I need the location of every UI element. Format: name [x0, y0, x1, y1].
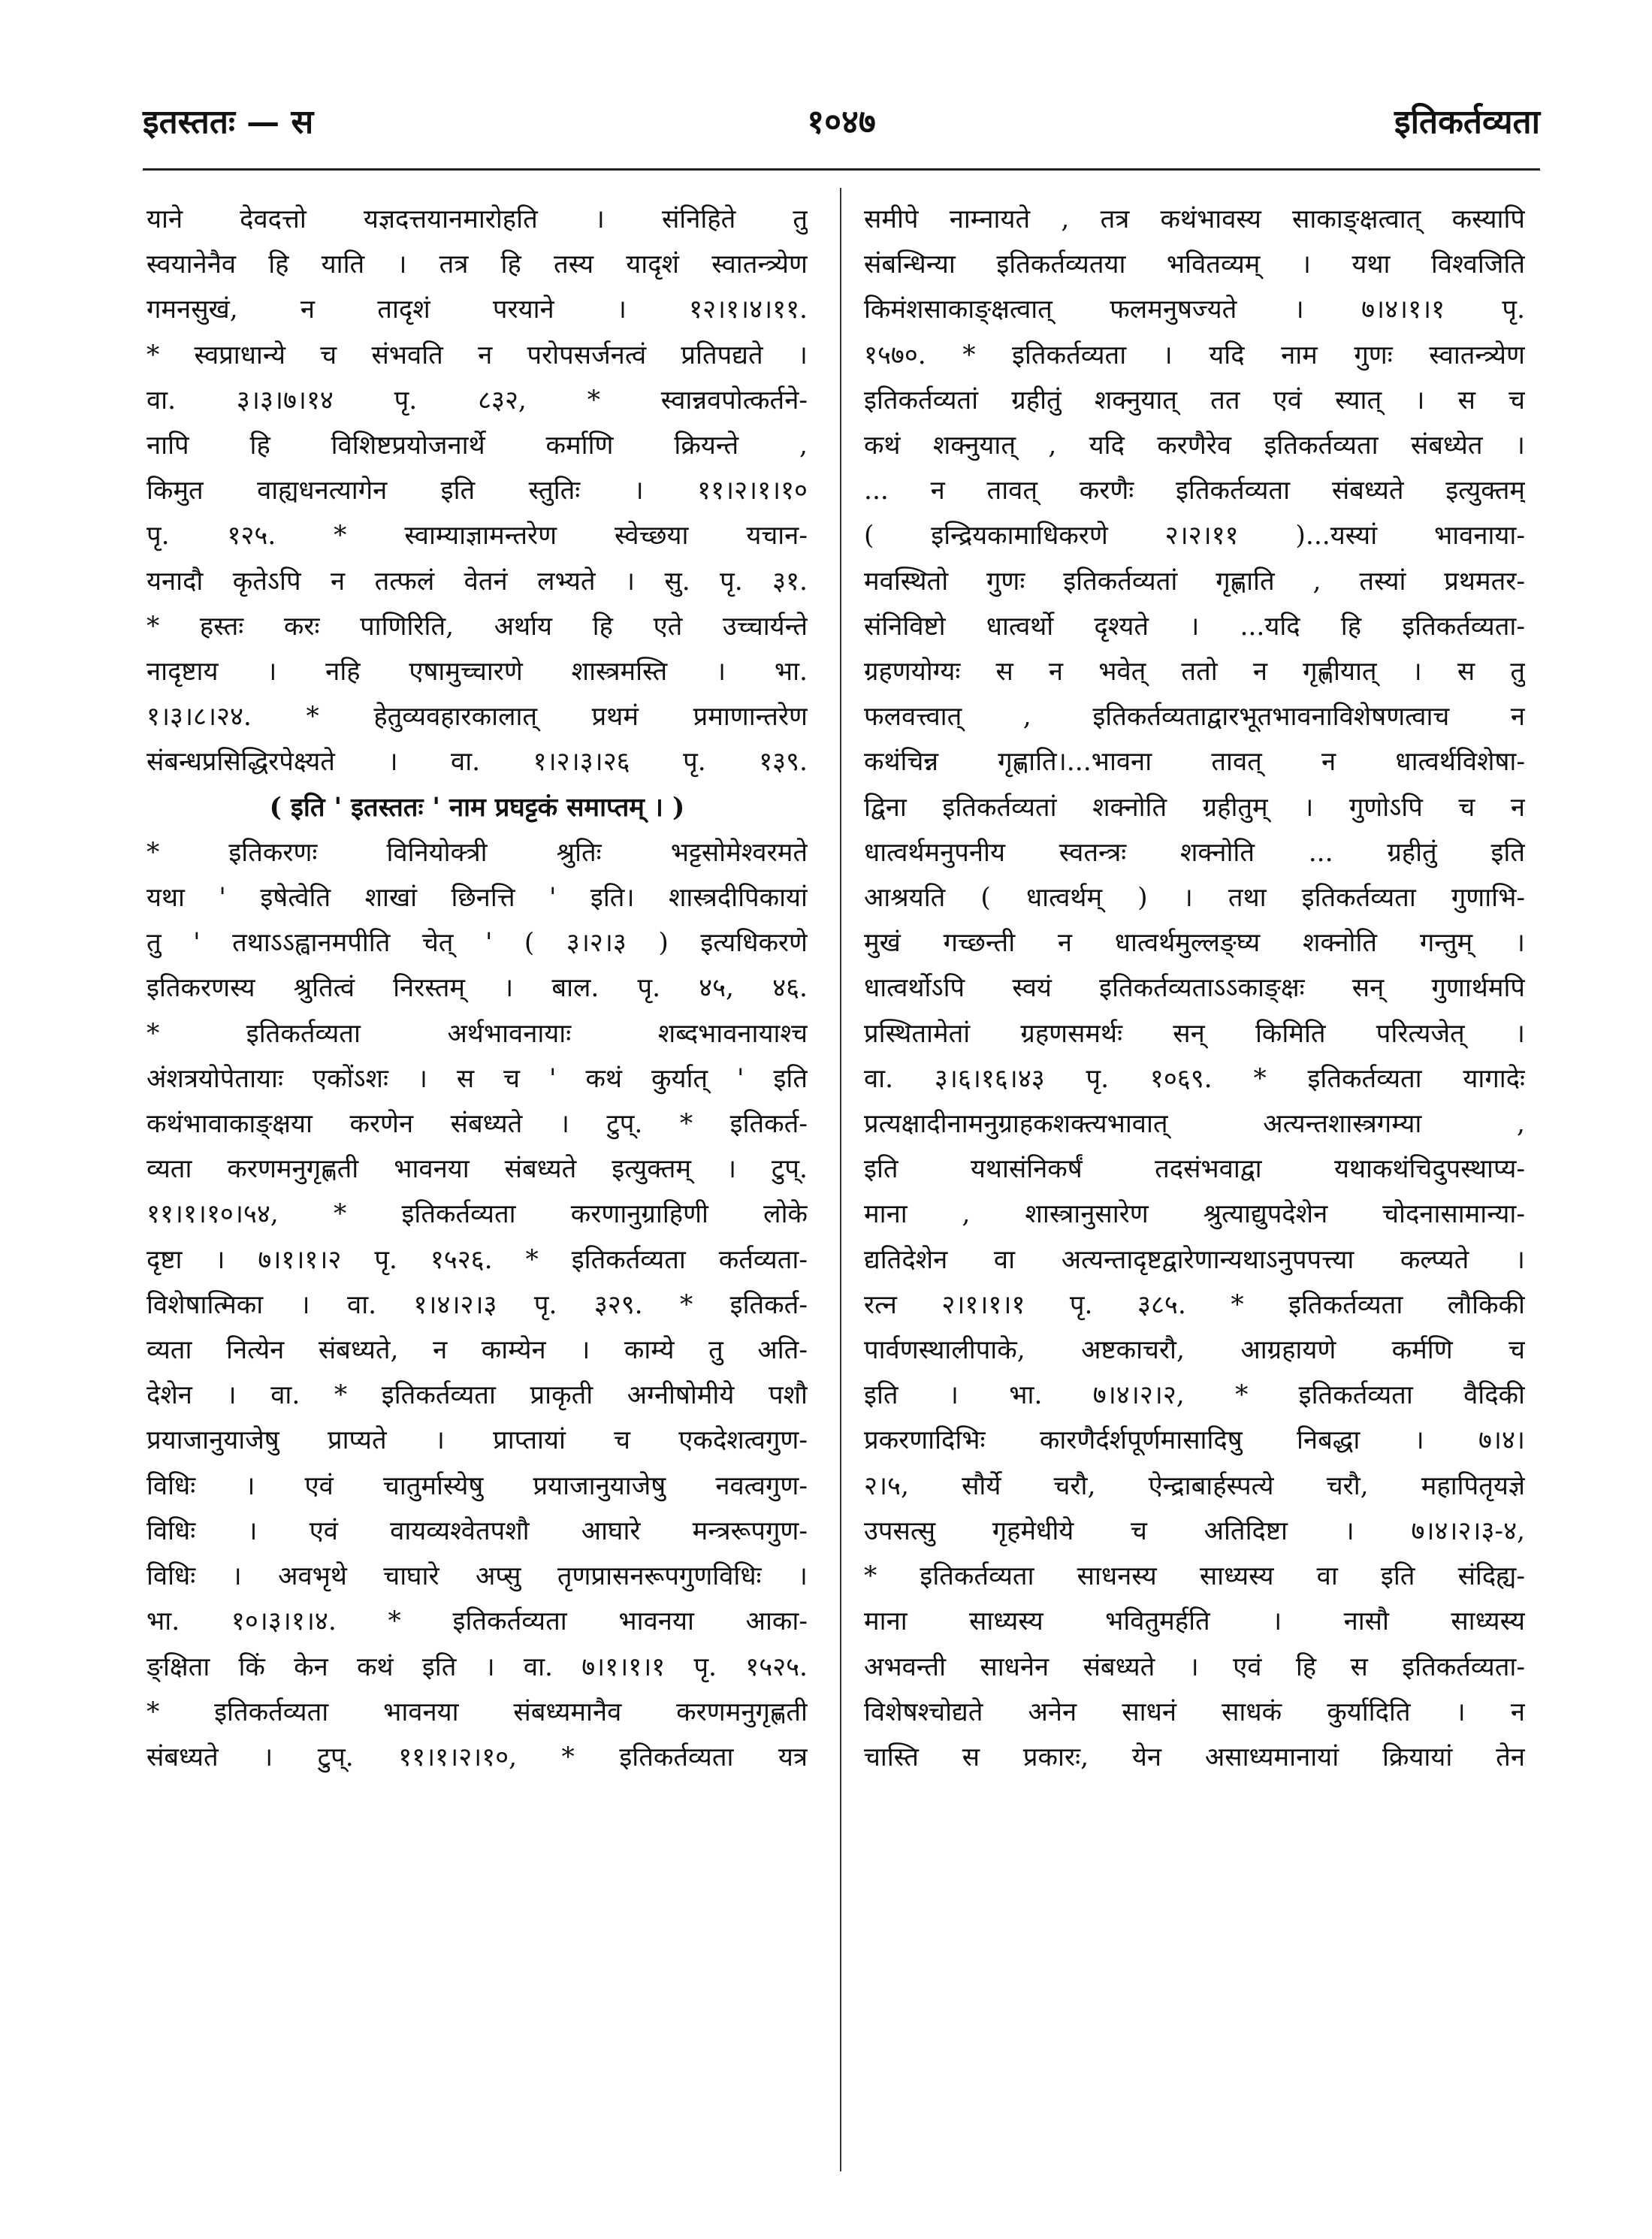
- text-line: * स्वप्राधान्ये च संभवति न परोपसर्जनत्वं प्रतिपद्यते ।: [146, 340, 808, 370]
- text-line: पृ. १२५. * स्वाम्याज्ञामन्तरेण स्वेच्छया यचान-: [146, 521, 808, 551]
- text-line: १५७०. * इतिकर्तव्यता । यदि नाम गुणः स्वातन्त्र्येण: [864, 340, 1525, 370]
- text-line: चास्ति स प्रकारः, येन असाध्यमानायां क्रियायां तेन: [864, 1742, 1525, 1772]
- text-line: भा. १०।३।१।४. * इतिकर्तव्यता भावनया आका-: [146, 1606, 808, 1637]
- text-line: प्रत्यक्षादीनामनुग्राहकशक्त्यभावात् अत्यन्तशास्त्रगम्या ,: [864, 1109, 1525, 1140]
- text-line: ११।१।१०।५४, * इतिकर्तव्यता करणानुग्राहिणी लोके: [146, 1199, 808, 1230]
- text-line: समीपे नाम्नायते , तत्र कथंभावस्य साकाङ्क्षत्वात् कस्यापि: [864, 204, 1525, 234]
- text-line: ( इन्द्रियकामाधिकरणे २।२।११ )...यस्यां भावनाया-: [864, 521, 1525, 551]
- text-line: * इतिकर्तव्यता साधनस्य साध्यस्य वा इति संदिह्य-: [864, 1561, 1525, 1592]
- text-line: अभवन्ती साधनेन संबध्यते । एवं हि स इतिकर्तव्यता-: [864, 1651, 1525, 1682]
- text-line: कथंचिन्न गृह्णाति।...भावना तावत् न धात्वर्थविशेषा-: [864, 747, 1525, 778]
- text-line: आश्रयति ( धात्वर्थम् ) । तथा इतिकर्तव्यता गुणाभि-: [864, 883, 1525, 914]
- text-line: किमंशसाकाङ्क्षत्वात् फलमनुषज्यते । ७।४।१।१ पृ.: [864, 295, 1525, 325]
- text-line: मुखं गच्छन्ती न धात्वर्थमुल्लङ्घ्य शक्नोति गन्तुम् ।: [864, 928, 1525, 959]
- text-line: इति । भा. ७।४।२।२, * इतिकर्तव्यता वैदिकी: [864, 1380, 1525, 1411]
- text-line: प्रस्थितामेतां ग्रहणसमर्थः सन् किमिति परित्यजेत् ।: [864, 1018, 1525, 1049]
- text-line: द्विना इतिकर्तव्यतां शक्नोति ग्रहीतुम् । गुणोऽपि च न: [864, 792, 1525, 823]
- text-line: प्रकरणादिभिः कारणैर्दर्शपूर्णमासादिषु निबद्धा । ७।४।: [864, 1425, 1525, 1456]
- text-line: * इतिकर्तव्यता भावनया संबध्यमानैव करणमनुगृह्णती: [146, 1697, 808, 1727]
- text-line: यथा ' इषेत्वेति शाखां छिनत्ति ' इति। शास्त्रदीपिकायां: [146, 883, 808, 914]
- text-line: ग्रहणयोग्यः स न भवेत् ततो न गृह्णीयात् । स तु: [864, 657, 1525, 687]
- text-line: वा. ३।३।७।१४ पृ. ८३२, * स्वान्नवपोत्कर्तने-: [146, 385, 808, 415]
- text-line: उपसत्सु गृहमेधीये च अतिदिष्टा । ७।४।२।३-४,: [864, 1515, 1525, 1546]
- text-line: व्यता नित्येन संबध्यते, न काम्येन । काम्ये तु अति-: [146, 1335, 808, 1366]
- text-line: फलवत्त्वात् , इतिकर्तव्यताद्वारभूतभावनाविशेषणत्वाच न: [864, 702, 1525, 733]
- text-line: मवस्थितो गुणः इतिकर्तव्यतां गृह्णाति , तस्यां प्रथमतर-: [864, 566, 1525, 597]
- left-column: [146, 197, 808, 2165]
- right-column: [864, 197, 1525, 2165]
- running-head-right: इतिकर्तव्यता: [1394, 103, 1540, 141]
- running-head-left: इतस्ततः — स: [143, 103, 314, 141]
- text-line: गमनसुखं, न तादृशं परयाने । १२।१।४।११.: [146, 295, 808, 325]
- text-line: * इतिकर्तव्यता अर्थभावनायाः शब्दभावनायाश्च: [146, 1018, 808, 1049]
- text-line: यनादौ कृतेऽपि न तत्फलं वेतनं लभ्यते । सु. पृ. ३१.: [146, 566, 808, 597]
- text-line: नापि हि विशिष्टप्रयोजनार्थे कर्माणि क्रियन्ते ,: [146, 431, 808, 461]
- text-line: ( इति ' इतस्ततः ' नाम प्रघट्टकं समाप्तम् । ): [269, 792, 685, 823]
- text-line: इतिकरणस्य श्रुतित्वं निरस्तम् । बाल. पृ. ४५, ४६.: [146, 973, 808, 1004]
- text-line: पार्वणस्थालीपाके, अष्टकाचरौ, आग्रहायणे कर्मणि च: [864, 1335, 1525, 1366]
- page-header: [143, 98, 1540, 158]
- text-line: माना , शास्त्रानुसारेण श्रुत्याद्युपदेशेन चोदनासामान्या-: [864, 1199, 1525, 1230]
- text-line: विधिः । एवं चातुर्मास्येषु प्रयाजानुयाजेषु नवत्वगुण-: [146, 1470, 808, 1501]
- text-line: अंशत्रयोपेतायाः एकोंऽशः । स च ' कथं कुर्यात् ' इति: [146, 1063, 808, 1094]
- text-line: विधिः । अवभृथे चाघारे अप्सु तृणप्रासनरूपगुणविधिः ।: [146, 1561, 808, 1592]
- text-line: धात्वर्थोऽपि स्वयं इतिकर्तव्यताऽऽकाङ्क्षः सन् गुणार्थमपि: [864, 973, 1525, 1004]
- text-line: स्वयानेनैव हि याति । तत्र हि तस्य यादृशं स्वातन्त्र्येण: [146, 249, 808, 280]
- text-line: विशेषात्मिका । वा. १।४।२।३ पृ. ३२९. * इतिकर्त-: [146, 1289, 808, 1320]
- page-number: १०४७: [807, 103, 876, 141]
- text-line: वा. ३।६।१६।४३ पृ. १०६९. * इतिकर्तव्यता यागादेः: [864, 1063, 1525, 1094]
- text-line: २।५, सौर्ये चरौ, ऐन्द्राबार्हस्पत्ये चरौ, महापितृयज्ञे: [864, 1470, 1525, 1501]
- text-line: विशेषश्चोद्यते अनेन साधनं साधकं कुर्यादिति । न: [864, 1697, 1525, 1727]
- text-line: रत्न २।१।१।१ पृ. ३८५. * इतिकर्तव्यता लौकिकी: [864, 1289, 1525, 1320]
- text-line: माना साध्यस्य भवितुमर्हति । नासौ साध्यस्य: [864, 1606, 1525, 1637]
- text-line: संबध्यते । टुप्. ११।१।२।१०, * इतिकर्तव्यता यत्र: [146, 1742, 808, 1772]
- text-line: संबन्धप्रसिद्धिरपेक्ष्यते । वा. १।२।३।२६ पृ. १३९.: [146, 747, 808, 778]
- text-line: विधिः । एवं वायव्यश्वेतपशौ आघारे मन्त्ररूपगुण-: [146, 1515, 808, 1546]
- text-line: नादृष्टाय । नहि एषामुच्चारणे शास्त्रमस्ति । भा.: [146, 657, 808, 687]
- text-line: याने देवदत्तो यज्ञदत्तयानमारोहति । संनिहिते तु: [146, 204, 808, 234]
- text-line: संबन्धिन्या इतिकर्तव्यतया भवितव्यम् । यथा विश्वजिति: [864, 249, 1525, 280]
- column-divider: [840, 188, 841, 2171]
- text-line: * हस्तः करः पाणिरिति, अर्थाय हि एते उच्चार्यन्ते: [146, 611, 808, 642]
- text-line: १।३।८।२४. * हेतुव्यवहारकालात् प्रथमं प्रमाणान्तरेण: [146, 702, 808, 733]
- text-line: तु ' तथाऽऽह्वानमपीति चेत् ' ( ३।२।३ ) इत्यधिकरणे: [146, 928, 808, 959]
- text-line: प्रयाजानुयाजेषु प्राप्यते । प्राप्तायां च एकदेशत्वगुण-: [146, 1425, 808, 1456]
- text-line: इतिकर्तव्यतां ग्रहीतुं शक्नुयात् तत एवं स्यात् । स च: [864, 385, 1525, 415]
- header-rule: [143, 168, 1540, 171]
- text-line: ङ्क्षिता किं केन कथं इति । वा. ७।१।१।१ पृ. १५२५.: [146, 1651, 808, 1682]
- text-line: * इतिकरणः विनियोक्त्री श्रुतिः भट्टसोमेश्वरमते: [146, 837, 808, 868]
- text-line: कथं शक्नुयात् , यदि करणैरेव इतिकर्तव्यता संबध्येत ।: [864, 431, 1525, 461]
- text-line: व्यता करणमनुगृह्णती भावनया संबध्यते इत्युक्तम् । टुप्.: [146, 1154, 808, 1185]
- text-line: धात्वर्थमनुपनीय स्वतन्त्रः शक्नोति ... ग्रहीतुं इति: [864, 837, 1525, 868]
- text-line: संनिविष्टो धात्वर्थो दृश्यते । ...यदि हि इतिकर्तव्यता-: [864, 611, 1525, 642]
- text-line: कथंभावाकाङ्क्षया करणेन संबध्यते । टुप्. * इतिकर्त-: [146, 1109, 808, 1140]
- text-line: देशेन । वा. * इतिकर्तव्यता प्राकृती अग्नीषोमीये पशौ: [146, 1380, 808, 1411]
- text-line: ... न तावत् करणैः इतिकर्तव्यता संबध्यते इत्युक्तम्: [864, 476, 1525, 506]
- text-line: इति यथासंनिकर्षं तदसंभवाद्वा यथाकथंचिदुपस्थाप्य-: [864, 1154, 1525, 1185]
- text-line: दृष्टा । ७।१।१।२ पृ. १५२६. * इतिकर्तव्यता कर्तव्यता-: [146, 1244, 808, 1275]
- text-line: किमुत वाह्यधनत्यागेन इति स्तुतिः । ११।२।१।१०: [146, 476, 808, 506]
- text-line: द्यतिदेशेन वा अत्यन्तादृष्टद्वारेणान्यथाऽनुपपत्त्या कल्प्यते ।: [864, 1244, 1525, 1275]
